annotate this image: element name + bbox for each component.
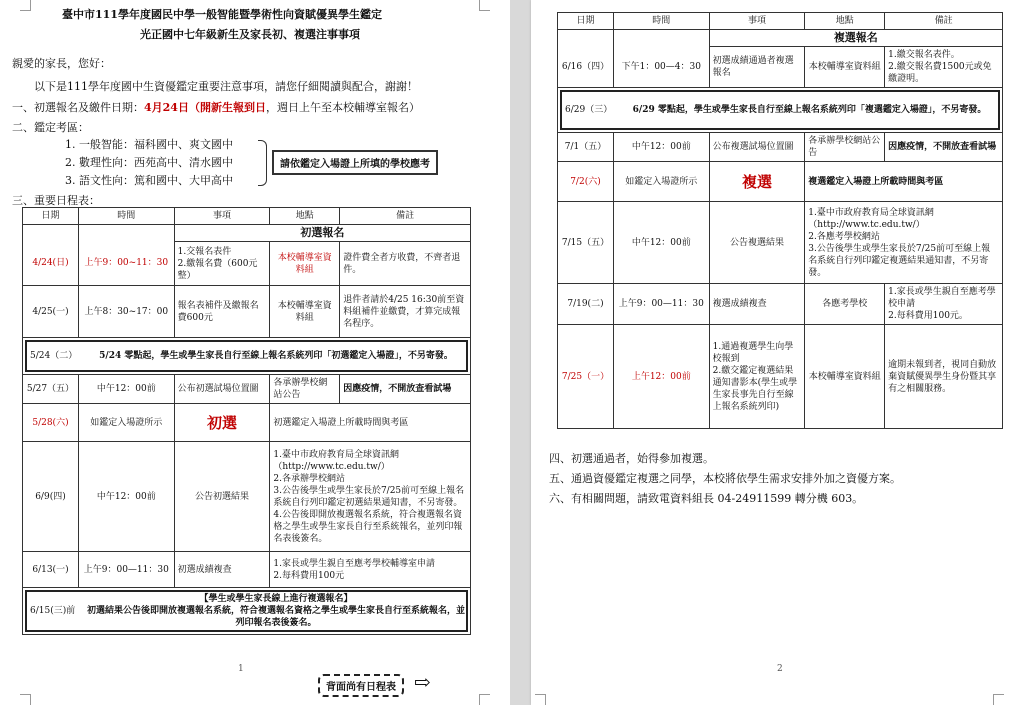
row-date: 4/24(日) bbox=[23, 242, 79, 286]
header-place: 地點 bbox=[270, 208, 340, 225]
page-2 bbox=[531, 0, 1024, 705]
crop-mark bbox=[535, 694, 546, 705]
row-note: 退件者請於4/25 16:30前至資料組補件並繳費，才算完成報名程序。 bbox=[340, 286, 471, 338]
row-time: 中午12：00前 bbox=[613, 202, 709, 284]
row-place: 本校輔導室資料組 bbox=[805, 47, 885, 88]
row-item: 公告複選結果 bbox=[709, 202, 805, 284]
row-note: 因應疫情，不開放查看試場 bbox=[885, 133, 1003, 162]
header-date: 日期 bbox=[23, 208, 79, 225]
row-time: 中午12：00前 bbox=[613, 133, 709, 162]
page-gap bbox=[510, 0, 531, 705]
table-row bbox=[23, 552, 471, 588]
row-item: 複選 bbox=[709, 162, 805, 202]
table-row bbox=[558, 325, 1003, 429]
row-date: 7/1（五） bbox=[558, 133, 614, 162]
row-item: 初選成績複查 bbox=[174, 552, 270, 588]
doc-subtitle: 光正國中七年級新生及家長初、複選注事事項 bbox=[140, 28, 360, 41]
section-final: 複選報名 bbox=[709, 30, 1002, 47]
section-1 bbox=[12, 101, 420, 115]
row-item: 複選成績複查 bbox=[709, 284, 805, 325]
page-number: 1 bbox=[238, 664, 244, 674]
page-number: 2 bbox=[777, 664, 783, 674]
row-note: 1.家長或學生親自至應考學校申請 2.每科費用100元。 bbox=[885, 284, 1003, 325]
table-header-row bbox=[558, 13, 1003, 30]
table-section-row bbox=[23, 225, 471, 242]
area-note: 請依鑑定入場證上所填的學校應考 bbox=[272, 150, 438, 175]
row-date: 5/28(六) bbox=[23, 404, 79, 442]
crop-mark bbox=[20, 0, 31, 11]
crop-mark bbox=[993, 694, 1004, 705]
row-place: 本校輔導室資料組 bbox=[270, 242, 340, 286]
area-2: 2. 數理性向：西苑高中、清水國中 bbox=[65, 156, 233, 169]
row-time: 中午12：00前 bbox=[78, 442, 174, 552]
row-date: 5/27（五） bbox=[23, 375, 79, 404]
schedule-table-2 bbox=[557, 12, 1003, 429]
intro-text: 以下是111學年度國中生資優鑑定重要注意事項，請您仔細閱讀與配合，謝謝！ bbox=[34, 80, 418, 93]
header-note: 備註 bbox=[340, 208, 471, 225]
row-item: 初選 bbox=[174, 404, 270, 442]
table-header-row bbox=[23, 208, 471, 225]
notice-text: 5/24 零點起，學生或學生家長自行至線上報名系統列印「初選鑑定入場證」，不另寄發。 bbox=[99, 351, 453, 361]
crop-mark bbox=[479, 694, 490, 705]
table-row bbox=[558, 133, 1003, 162]
table-row bbox=[558, 162, 1003, 202]
row-date: 6/16（四） bbox=[558, 47, 614, 88]
row-date: 7/15（五） bbox=[558, 202, 614, 284]
section-5: 五、通過資優鑑定複選之同學，本校將依學生需求安排外加之資優方案。 bbox=[549, 472, 901, 485]
row-note: 1.繳交報名表件。 2.繳交報名費1500元或免繳證明。 bbox=[885, 47, 1003, 88]
table-notice-row bbox=[558, 88, 1003, 133]
notice-text: 6/29 零點起，學生或學生家長自行至線上報名系統列印「複選鑑定入場證」，不另寄發。 bbox=[632, 105, 987, 115]
area-1: 1. 一般智能：福科國中、爽文國中 bbox=[65, 138, 233, 151]
table-row bbox=[558, 202, 1003, 284]
row-date: 6/9(四) bbox=[23, 442, 79, 552]
row-place: 本校輔導室資料組 bbox=[270, 286, 340, 338]
section-4: 四、初選通過者，始得參加複選。 bbox=[549, 452, 714, 465]
table-notice-row bbox=[23, 588, 471, 635]
greeting: 親愛的家長，您好： bbox=[12, 57, 111, 70]
section-3: 三、重要日程表： bbox=[12, 194, 100, 207]
table-row bbox=[23, 404, 471, 442]
header-time: 時間 bbox=[78, 208, 174, 225]
header-place: 地點 bbox=[805, 13, 885, 30]
table-row bbox=[23, 375, 471, 404]
page-1 bbox=[0, 0, 510, 705]
row-note: 因應疫情，不開放查看試場 bbox=[340, 375, 471, 404]
table-row bbox=[558, 47, 1003, 88]
table-row bbox=[23, 442, 471, 552]
section-1-label: 一、初選報名及繳件日期： bbox=[12, 101, 144, 114]
table-section-row bbox=[558, 30, 1003, 47]
area-3: 3. 語文性向：篤和國中、大甲高中 bbox=[65, 174, 233, 187]
row-date: 6/13(一) bbox=[23, 552, 79, 588]
notice-date: 6/29（三） bbox=[565, 105, 613, 115]
row-item: 1.交報名表件 2.繳報名費（600元整） bbox=[174, 242, 270, 286]
row-note: 1.臺中市政府教育局全球資訊網（http://www.tc.edu.tw/） 2.各承辦學校網站 3.公告後學生或學生家長於7/25前可至線上報名系統自行列印鑑定初選結果通知書，不另寄發。 4.公告後即開放複選報名系統，符合複選報名資格之學生或學生家長自行至系統報名，並列印報名表後簽名。 bbox=[270, 442, 471, 552]
row-note: 1.臺中市政府教育局全球資訊網（http://www.tc.edu.tw/） 2.各應考學校網站 3.公告後學生或學生家長於7/25前可至線上報名系統自行列印鑑定複選結果通知書，不另寄發。 bbox=[805, 202, 1003, 284]
row-item: 公布複選試場位置圖 bbox=[709, 133, 805, 162]
doc-title: 臺中市111學年度國民中學一般智能暨學術性向資賦優異學生鑑定 bbox=[62, 8, 382, 21]
header-item: 事項 bbox=[709, 13, 805, 30]
schedule-table-1 bbox=[22, 207, 471, 635]
row-time: 如鑑定入場證所示 bbox=[613, 162, 709, 202]
section-initial: 初選報名 bbox=[174, 225, 470, 242]
row-date: 4/25(一) bbox=[23, 286, 79, 338]
back-note: 背面尚有日程表 bbox=[318, 674, 404, 697]
row-item: 公布初選試場位置圖 bbox=[174, 375, 270, 404]
row-time: 上午8：30~17：00 bbox=[78, 286, 174, 338]
row-date: 7/19(二) bbox=[558, 284, 614, 325]
header-item: 事項 bbox=[174, 208, 270, 225]
row-time: 如鑑定入場證所示 bbox=[78, 404, 174, 442]
section-1-open: （開新生報到日 bbox=[188, 101, 266, 114]
arrow-right-icon: ⇨ bbox=[414, 670, 431, 694]
row-note: 1.家長或學生親自至應考學校輔導室申請 2.每科費用100元 bbox=[270, 552, 471, 588]
row-place: 各承辦學校網站公告 bbox=[270, 375, 340, 404]
row-item: 1.通過複選學生向學校報到 2.繳交鑑定複選結果通知書影本(學生或學生家長事先自行至線上報名系統列印) bbox=[709, 325, 805, 429]
row-time: 上午9：00—11：30 bbox=[78, 552, 174, 588]
header-date: 日期 bbox=[558, 13, 614, 30]
row-time: 上午12：00前 bbox=[613, 325, 709, 429]
notice-date: 5/24（二） bbox=[30, 351, 78, 361]
section-2: 二、鑑定考區： bbox=[12, 121, 89, 134]
row-place: 各應考學校 bbox=[805, 284, 885, 325]
row-item: 公告初選結果 bbox=[174, 442, 270, 552]
row-place: 複選鑑定入場證上所載時間與考區 bbox=[805, 162, 1003, 202]
row-note: 逾期未報到者，視同自動放棄資賦優異學生身份暨其享有之相關服務。 bbox=[885, 325, 1003, 429]
area-brace bbox=[258, 140, 267, 186]
section-6: 六、有相關問題，請致電資料組長 04-24911599 轉分機 603。 bbox=[549, 492, 864, 505]
row-date: 7/25（一） bbox=[558, 325, 614, 429]
table-notice-row bbox=[23, 338, 471, 375]
section-1-rest: ，週日上午至本校輔導室報名） bbox=[265, 101, 420, 114]
row-time: 上午9：00~11：30 bbox=[78, 242, 174, 286]
crop-mark bbox=[20, 694, 31, 705]
crop-mark bbox=[479, 0, 490, 11]
row-item: 報名表補件及繳報名費600元 bbox=[174, 286, 270, 338]
row-time: 中午12：00前 bbox=[78, 375, 174, 404]
notice-date: 6/15(三)前 bbox=[30, 606, 76, 616]
row-time: 上午9：00—11：30 bbox=[613, 284, 709, 325]
row-item: 初選成績通過者複選報名 bbox=[709, 47, 805, 88]
row-place: 各承辦學校網站公告 bbox=[805, 133, 885, 162]
row-place: 本校輔導室資料組 bbox=[805, 325, 885, 429]
row-note: 證件費全者方收費，不齊者退件。 bbox=[340, 242, 471, 286]
header-time: 時間 bbox=[613, 13, 709, 30]
row-place: 初選鑑定入場證上所載時間與考區 bbox=[270, 404, 471, 442]
row-date: 7/2(六) bbox=[558, 162, 614, 202]
table-row bbox=[23, 242, 471, 286]
row-time: 下午1：00—4：30 bbox=[613, 47, 709, 88]
notice-text: 【學生或學生家長線上進行複選報名】 初選結果公告後即開放複選報名系統，符合複選報名資格之學生或學生家長自行至系統報名，並列印報名表後簽名。 bbox=[86, 594, 465, 628]
header-note: 備註 bbox=[885, 13, 1003, 30]
table-row bbox=[23, 286, 471, 338]
section-1-date: 4月24日 bbox=[144, 101, 189, 114]
table-row bbox=[558, 284, 1003, 325]
